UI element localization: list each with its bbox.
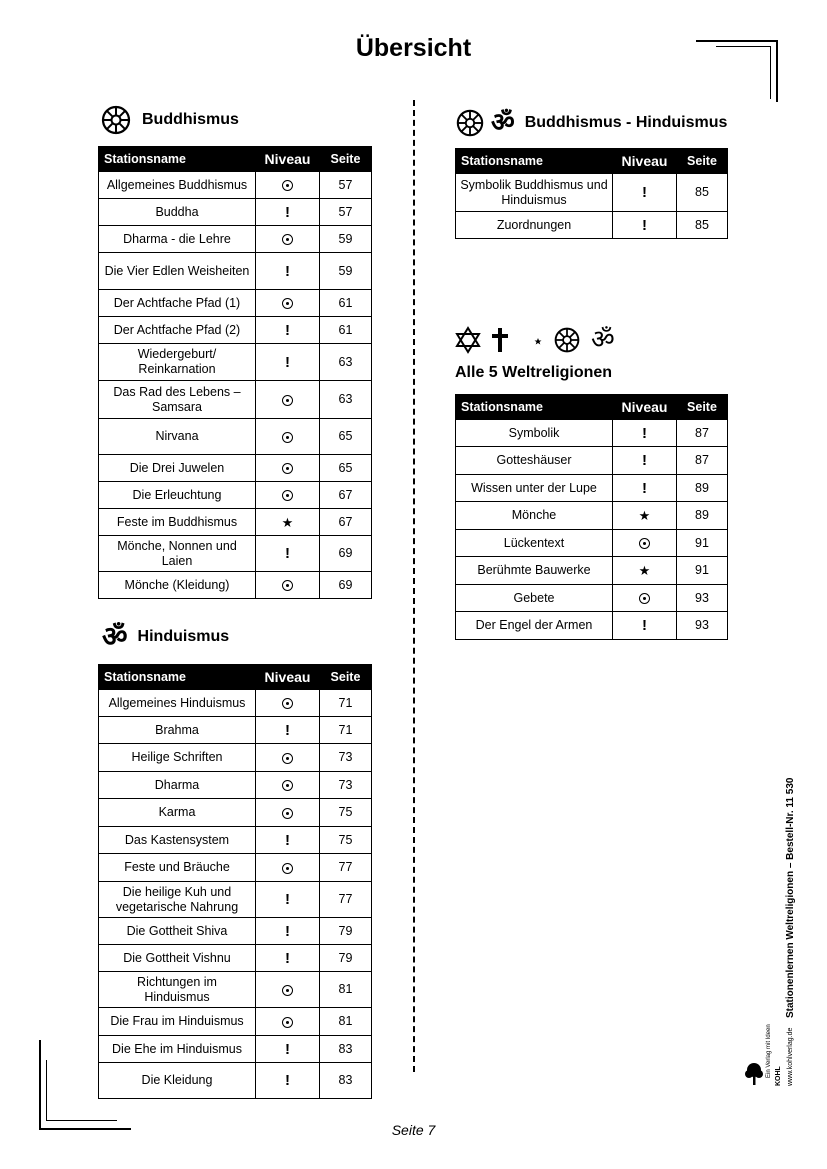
station-name: Wiedergeburt/ Reinkarnation (99, 344, 256, 381)
exclamation-level-icon: ! (285, 949, 290, 967)
page-number-cell: 85 (677, 174, 728, 212)
exclamation-level-icon: ! (642, 479, 647, 497)
station-name: Lückentext (456, 530, 613, 557)
level-cell (256, 172, 320, 199)
page-number-cell: 75 (320, 799, 372, 827)
page-number-cell: 81 (320, 1008, 372, 1036)
page-number-cell: 77 (320, 854, 372, 882)
target-level-icon (282, 180, 293, 191)
level-cell (256, 572, 320, 599)
om-icon: ॐ (591, 325, 615, 355)
column-header-name: Stationsname (456, 395, 613, 420)
publisher-logo (745, 1062, 763, 1091)
section-heading-buddhismus-hinduismus (455, 108, 727, 138)
table-row (99, 419, 372, 455)
level-cell (256, 854, 320, 882)
page-number-cell: 87 (677, 447, 728, 475)
table-row (99, 1036, 372, 1063)
page-number-cell: 79 (320, 945, 372, 972)
table-row (99, 827, 372, 854)
level-cell (613, 612, 677, 640)
table-row (99, 799, 372, 827)
corner-decoration-top-right-inner (716, 46, 771, 99)
station-name: Symbolik (456, 420, 613, 447)
station-name: Der Engel der Armen (456, 612, 613, 640)
page-number-cell: 79 (320, 918, 372, 945)
table-row (456, 557, 728, 585)
cross-icon (491, 326, 509, 354)
page-number: Seite 7 (391, 1122, 436, 1138)
station-name: Allgemeines Buddhismus (99, 172, 256, 199)
level-cell (256, 717, 320, 744)
column-divider (413, 100, 415, 1072)
page-number-cell: 65 (320, 455, 372, 482)
star-level-icon: ★ (638, 508, 651, 523)
station-name: Brahma (99, 717, 256, 744)
column-header-name: Stationsname (456, 149, 613, 174)
level-cell (256, 690, 320, 717)
section-title-weltreligionen: Alle 5 Weltreligionen (455, 364, 613, 381)
target-level-icon (639, 593, 650, 604)
table-row (456, 530, 728, 557)
station-name: Das Rad des Lebens – Samsara (99, 381, 256, 419)
target-level-icon (282, 753, 293, 764)
exclamation-level-icon: ! (642, 216, 647, 234)
level-cell (256, 882, 320, 918)
page-number-cell: 77 (320, 882, 372, 918)
column-header-page: Seite (320, 147, 372, 172)
section-heading-hinduismus (102, 622, 229, 652)
page-number-cell: 83 (320, 1036, 372, 1063)
page-number-cell: 67 (320, 509, 372, 536)
target-level-icon (282, 432, 293, 443)
level-cell (256, 317, 320, 344)
table-row (99, 199, 372, 226)
target-level-icon (282, 698, 293, 709)
station-name: Feste und Bräuche (99, 854, 256, 882)
religion-icons-row (455, 326, 615, 354)
om-icon: ॐ (491, 108, 515, 138)
station-name: Der Achtfache Pfad (2) (99, 317, 256, 344)
station-name: Die heilige Kuh und vegetarische Nahrung (99, 882, 256, 918)
table-row (99, 1008, 372, 1036)
exclamation-level-icon: ! (285, 922, 290, 940)
table-row (99, 317, 372, 344)
dharma-wheel-icon (100, 104, 132, 136)
target-level-icon (282, 463, 293, 474)
target-level-icon (282, 780, 293, 791)
level-cell (613, 475, 677, 502)
exclamation-level-icon: ! (285, 721, 290, 739)
page-number-cell: 89 (677, 475, 728, 502)
om-icon: ॐ (102, 620, 128, 653)
exclamation-level-icon: ! (285, 203, 290, 221)
level-cell (613, 502, 677, 530)
exclamation-level-icon: ! (285, 262, 290, 280)
section-title: Buddhismus (142, 111, 239, 128)
table-row (99, 690, 372, 717)
page-number-cell: 93 (677, 612, 728, 640)
level-cell (613, 420, 677, 447)
order-number-note: Stationenlernen Weltreligionen – Bestell-Nr. 11 530 (785, 777, 796, 1018)
exclamation-level-icon: ! (285, 891, 290, 908)
station-name: Symbolik Buddhismus und Hinduismus (456, 174, 613, 212)
station-name: Die Kleidung (99, 1063, 256, 1099)
page-number-cell: 83 (320, 1063, 372, 1099)
table-row (99, 253, 372, 290)
exclamation-level-icon: ! (642, 452, 647, 469)
exclamation-level-icon: ! (642, 424, 647, 442)
table-row (99, 882, 372, 918)
page-number-cell: 73 (320, 772, 372, 799)
page-number-cell: 73 (320, 744, 372, 772)
level-cell (613, 557, 677, 585)
level-cell (256, 772, 320, 799)
page-number-cell: 65 (320, 419, 372, 455)
table-row (99, 572, 372, 599)
exclamation-level-icon: ! (285, 321, 290, 339)
column-header-page: Seite (320, 665, 372, 690)
level-cell (256, 536, 320, 572)
column-header-level: Niveau (256, 147, 320, 172)
level-cell (256, 509, 320, 536)
star-of-david-icon (455, 326, 481, 354)
level-cell (256, 1063, 320, 1099)
station-name: Feste im Buddhismus (99, 509, 256, 536)
target-level-icon (282, 490, 293, 501)
section-title: Buddhismus - Hinduismus (524, 114, 728, 131)
level-cell (613, 530, 677, 557)
target-level-icon (282, 395, 293, 406)
table-weltreligionen (455, 394, 728, 640)
level-cell (256, 199, 320, 226)
station-name: Dharma - die Lehre (99, 226, 256, 253)
station-name: Die Vier Edlen Weisheiten (99, 253, 256, 290)
station-name: Dharma (99, 772, 256, 799)
station-name: Mönche, Nonnen und Laien (99, 536, 256, 572)
publisher-tagline: Ein Verlag mit Ideen (766, 1024, 772, 1078)
publisher-name: KOHL (775, 1066, 782, 1086)
level-cell (256, 344, 320, 381)
target-level-icon (639, 538, 650, 549)
level-cell (256, 226, 320, 253)
table-buddhismus-hinduismus (455, 148, 728, 239)
station-name: Die Gottheit Vishnu (99, 945, 256, 972)
table-row (99, 744, 372, 772)
table-row (99, 172, 372, 199)
table-header-row (99, 147, 372, 172)
dharma-wheel-icon (455, 108, 485, 138)
station-name: Richtungen im Hinduismus (99, 972, 256, 1008)
page-number-cell: 63 (320, 344, 372, 381)
level-cell (256, 799, 320, 827)
target-level-icon (282, 863, 293, 874)
station-name: Gebete (456, 585, 613, 612)
section-heading-buddhismus (100, 104, 239, 136)
station-name: Die Drei Juwelen (99, 455, 256, 482)
page-number-cell: 75 (320, 827, 372, 854)
page-number-cell: 57 (320, 199, 372, 226)
exclamation-level-icon: ! (285, 353, 290, 371)
exclamation-level-icon: ! (285, 1040, 290, 1058)
exclamation-level-icon: ! (642, 617, 647, 634)
table-row (456, 174, 728, 212)
tree-icon (745, 1062, 763, 1086)
table-header-row (456, 149, 728, 174)
station-name: Allgemeines Hinduismus (99, 690, 256, 717)
table-row (99, 854, 372, 882)
level-cell (256, 972, 320, 1008)
table-row (456, 585, 728, 612)
level-cell (613, 447, 677, 475)
page-number-cell: 59 (320, 226, 372, 253)
level-cell (256, 918, 320, 945)
page-number-cell: 61 (320, 290, 372, 317)
table-row (99, 1063, 372, 1099)
table-row (456, 475, 728, 502)
table-row (99, 509, 372, 536)
column-header-name: Stationsname (99, 665, 256, 690)
column-header-name: Stationsname (99, 147, 256, 172)
page-number-cell: 91 (677, 557, 728, 585)
level-cell (256, 381, 320, 419)
table-row (99, 717, 372, 744)
page-number-cell: 81 (320, 972, 372, 1008)
level-cell (256, 253, 320, 290)
exclamation-level-icon: ! (285, 831, 290, 849)
dharma-wheel-icon (553, 326, 581, 354)
target-level-icon (282, 985, 293, 996)
page-number-cell: 57 (320, 172, 372, 199)
station-name: Gotteshäuser (456, 447, 613, 475)
table-row (456, 502, 728, 530)
star-level-icon: ★ (638, 563, 651, 578)
level-cell (613, 212, 677, 239)
level-cell (256, 419, 320, 455)
exclamation-level-icon: ! (642, 184, 647, 201)
column-header-level: Niveau (613, 395, 677, 420)
table-header-row (99, 665, 372, 690)
table-row (456, 447, 728, 475)
station-name: Karma (99, 799, 256, 827)
target-level-icon (282, 234, 293, 245)
station-name: Die Erleuchtung (99, 482, 256, 509)
level-cell (256, 455, 320, 482)
page-number-cell: 85 (677, 212, 728, 239)
page-number-cell: 67 (320, 482, 372, 509)
table-row (99, 226, 372, 253)
page-number-cell: 63 (320, 381, 372, 419)
table-row (99, 381, 372, 419)
level-cell (256, 482, 320, 509)
page-number-cell: 61 (320, 317, 372, 344)
table-row (99, 290, 372, 317)
level-cell (613, 585, 677, 612)
station-name: Mönche (Kleidung) (99, 572, 256, 599)
station-name: Nirvana (99, 419, 256, 455)
page-number-cell: 69 (320, 572, 372, 599)
page-number-cell: 71 (320, 690, 372, 717)
table-row (99, 455, 372, 482)
level-cell (256, 1008, 320, 1036)
target-level-icon (282, 580, 293, 591)
publisher-url: www.kohlverlag.de (787, 1027, 794, 1086)
column-header-page: Seite (677, 149, 728, 174)
table-row (456, 420, 728, 447)
page-number-cell: 89 (677, 502, 728, 530)
level-cell (256, 827, 320, 854)
star-level-icon: ★ (281, 514, 294, 530)
page-number-cell: 91 (677, 530, 728, 557)
station-name: Mönche (456, 502, 613, 530)
crescent-icon (519, 326, 543, 354)
target-level-icon (282, 808, 293, 819)
table-row (456, 612, 728, 640)
page-number-cell: 87 (677, 420, 728, 447)
page-title: Übersicht (355, 34, 472, 62)
target-level-icon (282, 298, 293, 309)
station-name: Das Kastensystem (99, 827, 256, 854)
station-name: Die Gottheit Shiva (99, 918, 256, 945)
table-row (99, 945, 372, 972)
page-number-cell: 71 (320, 717, 372, 744)
page-number-cell: 93 (677, 585, 728, 612)
table-row (99, 918, 372, 945)
section-title: Hinduismus (137, 628, 230, 645)
station-name: Wissen unter der Lupe (456, 475, 613, 502)
column-header-level: Niveau (613, 149, 677, 174)
table-row (99, 772, 372, 799)
page-number-cell: 69 (320, 536, 372, 572)
table-row (99, 482, 372, 509)
column-header-page: Seite (677, 395, 728, 420)
column-header-level: Niveau (256, 665, 320, 690)
page-number-cell: 59 (320, 253, 372, 290)
table-buddhismus (98, 146, 372, 599)
table-row (456, 212, 728, 239)
station-name: Heilige Schriften (99, 744, 256, 772)
table-row (99, 972, 372, 1008)
exclamation-level-icon: ! (285, 1072, 290, 1089)
target-level-icon (282, 1017, 293, 1028)
table-row (99, 536, 372, 572)
level-cell (256, 744, 320, 772)
level-cell (256, 1036, 320, 1063)
level-cell (613, 174, 677, 212)
station-name: Zuordnungen (456, 212, 613, 239)
station-name: Berühmte Bauwerke (456, 557, 613, 585)
level-cell (256, 290, 320, 317)
station-name: Die Ehe im Hinduismus (99, 1036, 256, 1063)
station-name: Buddha (99, 199, 256, 226)
station-name: Der Achtfache Pfad (1) (99, 290, 256, 317)
table-row (99, 344, 372, 381)
station-name: Die Frau im Hinduismus (99, 1008, 256, 1036)
exclamation-level-icon: ! (285, 545, 290, 562)
table-hinduismus (98, 664, 372, 1099)
table-header-row (456, 395, 728, 420)
level-cell (256, 945, 320, 972)
